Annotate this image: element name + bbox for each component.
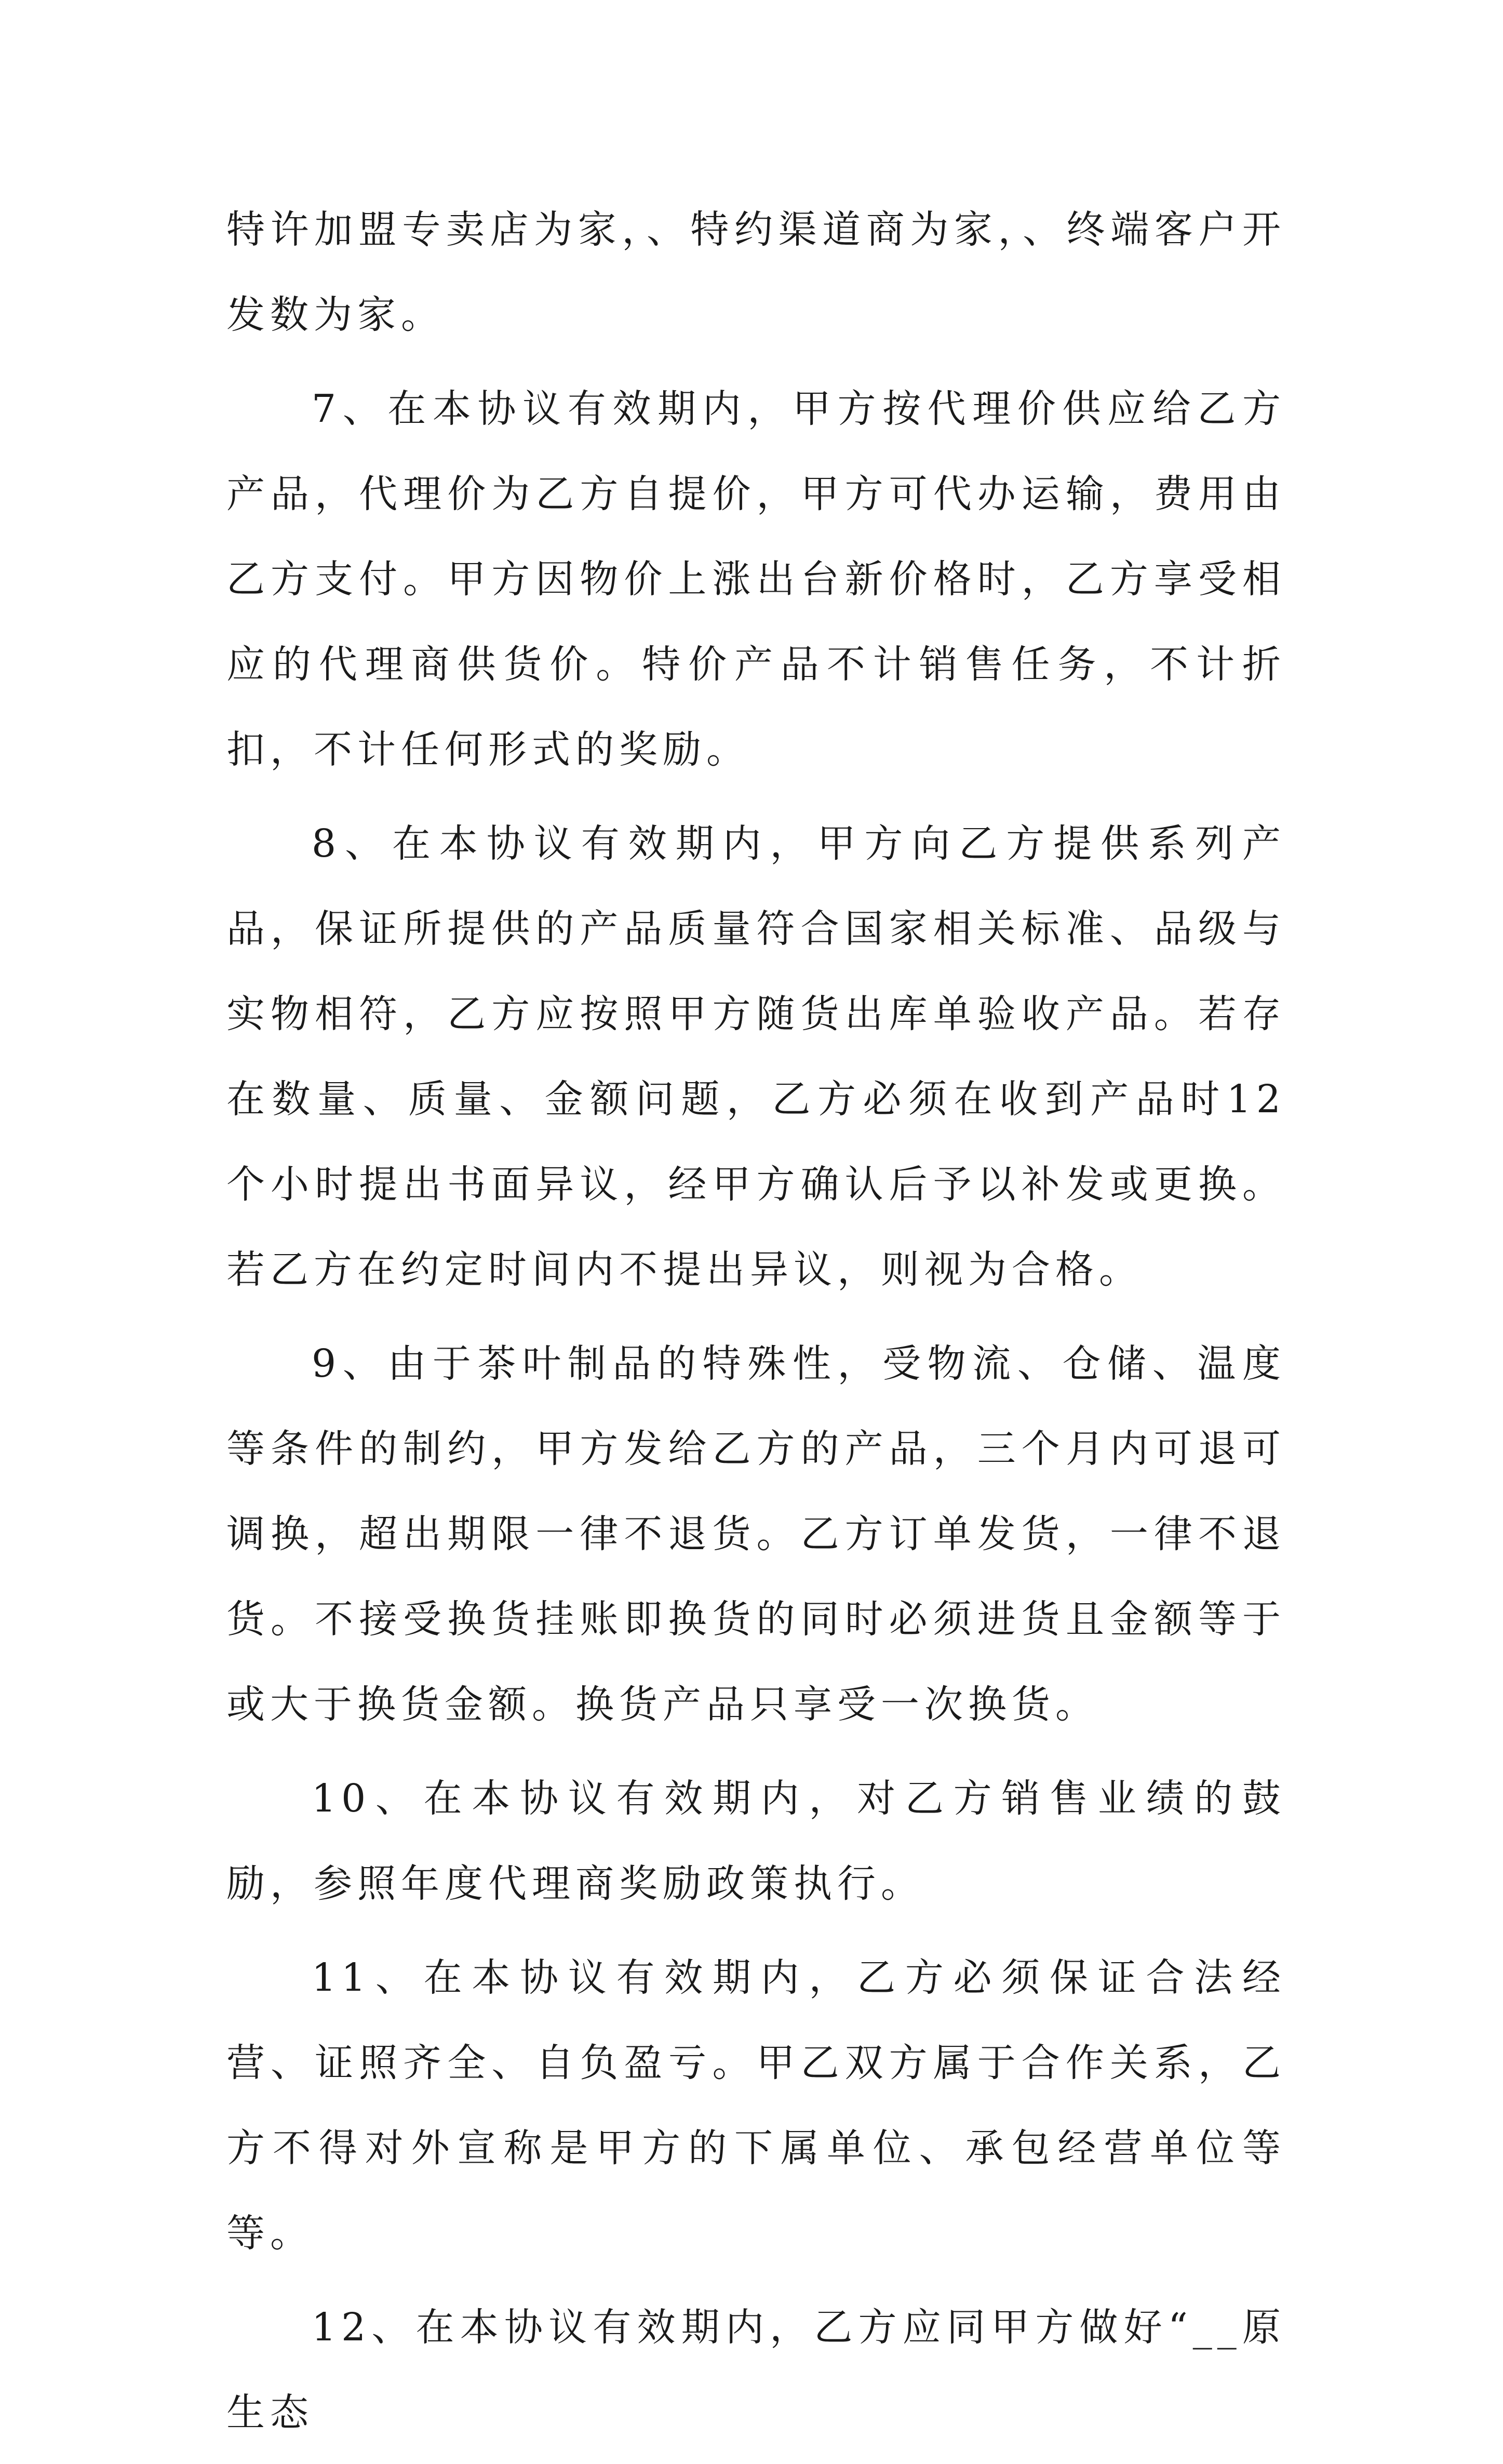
paragraph-clause-11: 11、在本协议有效期内，乙方必须保证合法经营、证照齐全、自负盈亏。甲乙双方属于合作关系，乙方不得对外宣称是甲方的下属单位、承包经营单位等等。 bbox=[226, 1955, 1286, 2256]
paragraph-clause-7: 7、在本协议有效期内，甲方按代理价供应给乙方产品，代理价为乙方自提价，甲方可代办运输，费用由乙方支付。甲方因物价上涨出台新价格时，乙方享受相应的代理商供货价。特价产品不计销售任务，不计折扣，不计任何形式的奖励。 bbox=[226, 387, 1286, 772]
paragraph-clause-8: 8、在本协议有效期内，甲方向乙方提供系列产品，保证所提供的产品质量符合国家相关标准、品级与实物相符，乙方应按照甲方随货出库单验收产品。若存在数量、质量、金额问题，乙方必须在收到产品时12个小时提出书面异议，经甲方确认后予以补发或更换。若乙方在约定时间内不提出异议，则视为合格。 bbox=[226, 821, 1286, 1292]
paragraph-clause-12: 12、在本协议有效期内，乙方应同甲方做好“__原生态 bbox=[226, 2305, 1286, 2435]
paragraph-clause-10: 10、在本协议有效期内，对乙方销售业绩的鼓励，参照年度代理商奖励政策执行。 bbox=[226, 1776, 1286, 1906]
paragraph-clause-9: 9、由于茶叶制品的特殊性，受物流、仓储、温度等条件的制约，甲方发给乙方的产品，三个月内可退可调换，超出期限一律不退货。乙方订单发货，一律不退货。不接受换货挂账即换货的同时必须进货且金额等于或大于换货金额。换货产品只享受一次换货。 bbox=[226, 1341, 1286, 1727]
paragraph-continuation: 特许加盟专卖店为家，、特约渠道商为家，、终端客户开发数为家。 bbox=[226, 207, 1286, 337]
document-page bbox=[226, 187, 1286, 2464]
